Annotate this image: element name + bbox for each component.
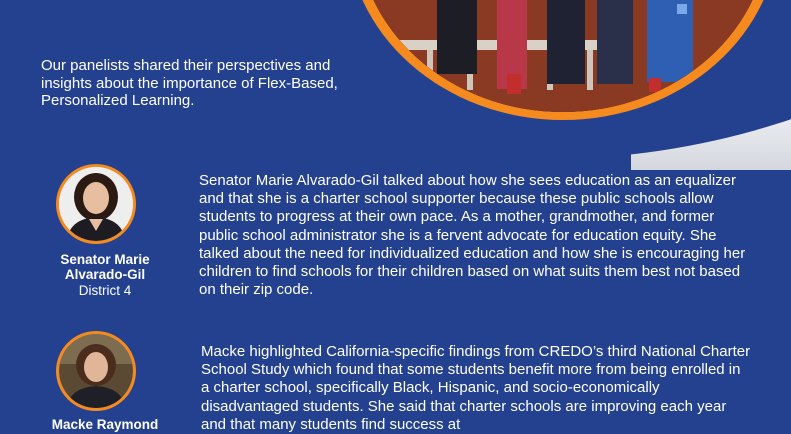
panelist-district: District 4 <box>78 283 132 298</box>
panelist-summary: Macke highlighted California-specific findings from CREDO’s third National Charter School Study which found that some students benefit more from being enrolled in a charter school, specifically Black, Hispanic, and socio-economically disadvantaged students. She said that charter schools are improving each year and that many students find success at <box>201 343 751 433</box>
panelist-name: Senator Marie Alvarado-Gil <box>60 252 150 282</box>
panelist-summary: Senator Marie Alvarado-Gil talked about how she sees education as an equalizer and that she is a charter school supporter because these public schools allow students to progress at their own pace. As a mother, grandmother, and former public school administrator she is a fervent advocate for education equity. She talked about the need for individualized education and how she is encouraging her children to find schools for their children based on what suits them best not based on their zip code. <box>199 172 746 299</box>
panelist-avatar-frame <box>56 164 136 244</box>
intro-text: Our panelists shared their perspectives and insights about the importance of Flex-Based, Personalized Learning. <box>41 57 338 109</box>
portrait-illustration <box>59 334 133 408</box>
avatar <box>59 167 133 241</box>
panelist-name: Macke Raymond <box>51 417 159 432</box>
panelist-avatar-frame <box>56 331 136 411</box>
avatar <box>59 334 133 408</box>
portrait-illustration <box>59 167 133 241</box>
